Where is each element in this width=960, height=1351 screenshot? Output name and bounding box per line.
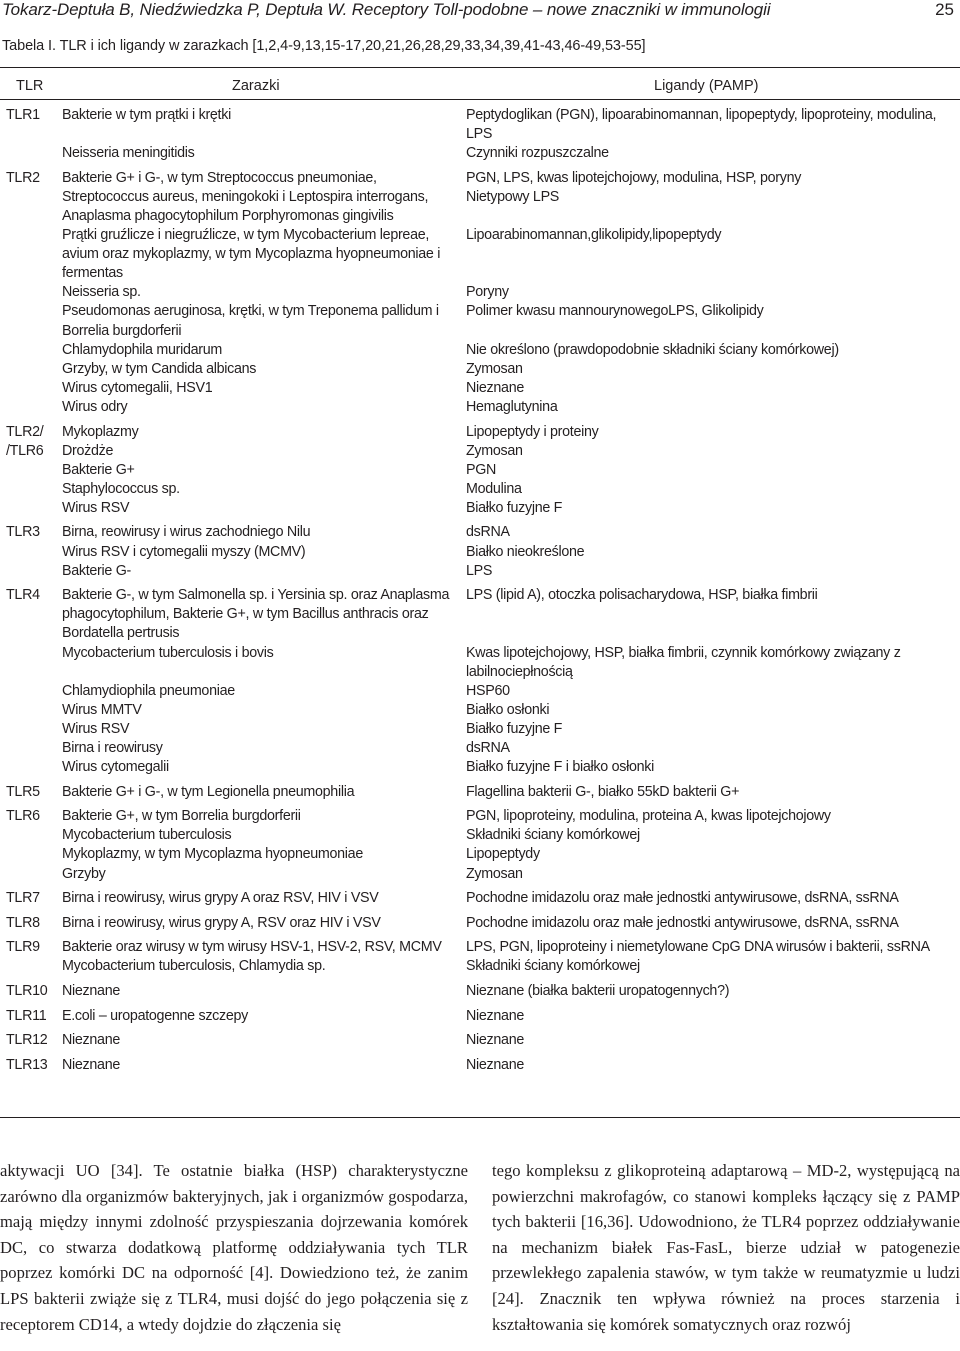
tlr-group [0,106,960,163]
table-row [62,865,960,884]
pathogen-cell: Wirus RSV [62,499,130,516]
ligand-cell: Zymosan [466,865,523,882]
table-row [62,807,960,826]
table-row [62,1031,960,1050]
pathogen-cell: Bakterie G+ [62,461,135,478]
ligand-cell: dsRNA [466,524,510,541]
pathogen-cell: Mykoplazmy [62,423,139,440]
tlr-name: TLR4 [6,587,40,604]
table-row [62,106,960,144]
ligand-cell: PGN [466,461,497,478]
table-row [62,914,960,933]
pathogen-cell: Wirus odry [62,398,128,415]
table-row [62,360,960,379]
tlr-name: TLR2/ /TLR6 [6,423,44,459]
ligand-cell: Pochodne imidazolu oraz małe jednostki antywirusowe, dsRNA, ssRNA [466,890,899,907]
pathogen-cell: Bakterie oraz wirusy w tym wirusy HSV-1, HSV-2, RSV, MCMV [62,939,442,956]
table-row [62,499,960,518]
ligand-cell: Składniki ściany komórkowej [466,827,640,844]
page-number: 25 [935,0,954,19]
tlr-name: TLR11 [6,1007,47,1024]
column-header-pathogens: Zarazki [232,78,280,94]
tlr-name: TLR9 [6,939,40,956]
ligand-cell: Nieznane (białka bakterii uropatogennych?) [466,983,730,1000]
tlr-group [0,169,960,417]
tlr-group [0,586,960,777]
ligand-cell: Peptydoglikan (PGN), lipoarabinomannan, lipopeptydy, lipoproteiny, modulina, LPS [466,107,937,143]
ligand-cell: Nietypowy LPS [466,188,560,205]
pathogen-cell: Staphylococcus sp. [62,480,180,497]
table-body [0,106,960,1080]
tlr-name: TLR1 [6,107,40,123]
tlr-name: TLR6 [6,808,40,825]
ligand-cell: Białko fuzyjne F [466,499,563,516]
pathogen-cell: Bakterie w tym prątki i krętki [62,107,231,123]
body-text-right-column: tego kompleksu z glikoproteiną adaptarową – MD-2, występującą na powierzchni makrofagów, co stanowi kompleks łączący się z PAMP tych bakterii [16,36]. Udowodniono, że TLR4 poprzez oddziaływanie na mechanizm białek Fas-FasL, bierze udział w patogenezie przewlekłego zapalenia stawów, w tym także w reumatyzmie u ludzi [24]. Znacznik ten wpływa również na proces starzenia i kształtowania się komórek somatycznych oraz rozwój [492,1161,960,1334]
pathogen-cell: Chlamydiophila pneumoniae [62,682,235,699]
table-bottom-rule [0,1117,960,1118]
ligand-cell: Nieznane [466,1007,525,1024]
ligand-cell: LPS [466,562,493,579]
ligand-cell: Polimer kwasu mannourynowegoLPS, Glikolipidy [466,303,764,320]
table-row [62,562,960,581]
table-top-rule [0,67,960,68]
table-row [62,739,960,758]
pathogen-cell: Bakterie G+, w tym Borrelia burgdorferii [62,808,301,825]
pathogen-cell: Wirus RSV i cytomegalii myszy (MCMV) [62,543,306,560]
ligand-cell: Nie określono (prawdopodobnie składniki ściany komórkowej) [466,341,839,358]
table-row [62,783,960,802]
ligand-cell: Modulina [466,480,522,497]
table-row [62,982,960,1001]
tlr-name: TLR5 [6,783,40,800]
ligand-cell: HSP60 [466,682,510,699]
pathogen-cell: Prątki gruźlicze i niegruźlicze, w tym Mycobacterium lepreae, avium oraz mykoplazmy, w tym Mycoplazma hyopneumoniae i fermentas [62,227,441,282]
column-header-ligands: Ligandy (PAMP) [654,78,759,94]
pathogen-cell: Chlamydophila muridarum [62,341,222,358]
tlr-name: TLR2 [6,169,40,186]
pathogen-cell: Nieznane [62,1056,121,1073]
pathogen-cell: Pseudomonas aeruginosa, krętki, w tym Treponema pallidum i Borrelia burgdorferii [62,303,439,339]
table-caption: Tabela I. TLR i ich ligandy w zarazkach [1,2,4-9,13,15-17,20,21,26,28,29,33,34,39,41-43,46-49,53-55] [2,38,646,54]
table-header-rule [0,99,960,100]
ligand-cell: LPS, PGN, lipoproteiny i niemetylowane CpG DNA wirusów i bakterii, ssRNA [466,939,930,956]
tlr-group [0,1056,960,1075]
tlr-group [0,914,960,933]
table-row [62,701,960,720]
tlr-group [0,938,960,976]
pathogen-cell: Nieznane [62,1032,121,1049]
tlr-name: TLR3 [6,524,40,541]
running-header [0,0,960,22]
table-row [62,889,960,908]
pathogen-cell: Wirus cytomegalii [62,759,169,776]
table-row [62,826,960,845]
table-row [62,461,960,480]
table-row [62,480,960,499]
ligand-cell: Hemaglutynina [466,398,558,415]
tlr-name: TLR10 [6,983,48,1000]
ligand-cell: Lipopeptydy [466,846,540,863]
table-row [62,845,960,864]
table-row [62,226,960,283]
ligand-cell: Lipopeptydy i proteiny [466,423,599,440]
ligand-cell: LPS (lipid A), otoczka polisacharydowa, HSP, białka fimbrii [466,587,818,604]
ligand-cell: Białko nieokreślone [466,543,585,560]
pathogen-cell: Neisseria meningitidis [62,145,195,162]
table-row [62,379,960,398]
tlr-group [0,807,960,883]
ligand-cell: PGN, lipoproteiny, modulina, proteina A, kwas lipotejchojowy [466,808,831,825]
table-row [62,398,960,417]
pathogen-cell: Birna, reowirusy i wirus zachodniego Nilu [62,524,311,541]
pathogen-cell: Wirus cytomegalii, HSV1 [62,379,213,396]
ligand-cell: Pochodne imidazolu oraz małe jednostki antywirusowe, dsRNA, ssRNA [466,914,899,931]
tlr-group [0,523,960,580]
ligand-cell: Białko fuzyjne F i białko osłonki [466,759,654,776]
pathogen-cell: Birna i reowirusy, wirus grypy A, RSV oraz HIV i VSV [62,914,381,931]
ligand-cell: Lipoarabinomannan,glikolipidy,lipopeptydy [466,227,722,244]
ligand-cell: Zymosan [466,360,523,377]
ligand-cell: Białko fuzyjne F [466,720,563,737]
table-row [62,586,960,643]
ligand-cell: Nieznane [466,1056,525,1073]
pathogen-cell: Grzyby, w tym Candida albicans [62,360,257,377]
body-text-left-column: aktywacji UO [34]. Te ostatnie białka (HSP) charakterystyczne zarówno dla organizmów bakteryjnych, jak i organizmów gospodarza, mają między innymi zdolność przyspieszania dojrzewania komórek DC, co stwarza dodatkową platformę oddziaływania tych TLR poprzez komórki DC na odporność [4]. Dowiedziono też, że zanim LPS bakterii zwiąże się z TLR4, musi dojść do jego połączenia się z receptorem CD14, a wtedy dojdzie do złączenia się [0,1161,468,1334]
ligand-cell: Poryny [466,284,509,301]
column-header-tlr: TLR [16,78,44,94]
pathogen-cell: Mykoplazmy, w tym Mycoplazma hyopneumoniae [62,846,363,863]
ligand-cell: PGN, LPS, kwas lipotejchojowy, modulina, HSP, poryny [466,169,802,186]
table-row [62,302,960,340]
table-row [62,1056,960,1075]
table-row [62,644,960,682]
tlr-group [0,783,960,802]
table-row [62,938,960,957]
tlr-name: TLR8 [6,914,40,931]
table-row [62,144,960,163]
pathogen-cell: Bakterie G-, w tym Salmonella sp. i Yersinia sp. oraz Anaplasma phagocytophilum, Bakterie G+, w tym Bacillus anthracis oraz Bordatella pertrusis [62,587,450,642]
table-row [62,543,960,562]
tlr-group [0,1007,960,1026]
pathogen-cell: Nieznane [62,983,121,1000]
pathogen-cell: Mycobacterium tuberculosis, Chlamydia sp. [62,958,326,975]
tlr-group [0,982,960,1001]
pathogen-cell: Drożdże [62,442,114,459]
tlr-group [0,889,960,908]
tlr-group [0,423,960,518]
ligand-cell: Nieznane [466,1032,525,1049]
tlr-group [0,1031,960,1050]
pathogen-cell: Mycobacterium tuberculosis [62,827,232,844]
tlr-name: TLR12 [6,1032,48,1049]
pathogen-cell: Bakterie G+ i G-, w tym Streptococcus pneumoniae, [62,169,377,186]
pathogen-cell: Bakterie G+ i G-, w tym Legionella pneumophilia [62,783,355,800]
ligand-cell: Białko osłonki [466,701,550,718]
pathogen-cell: Birna i reowirusy [62,740,163,756]
table-row [62,957,960,976]
table-row [62,283,960,302]
ligand-cell: Czynniki rozpuszczalne [466,145,609,162]
table-row [62,341,960,360]
pathogen-cell: Birna i reowirusy, wirus grypy A oraz RSV, HIV i VSV [62,890,379,907]
pathogen-cell: Mycobacterium tuberculosis i bovis [62,644,274,661]
table-row [62,442,960,461]
ligand-cell: Kwas lipotejchojowy, HSP, białka fimbrii, czynnik komórkowy związany z labilnociepłnością [466,644,901,680]
table-row [62,169,960,188]
table-row [62,188,960,226]
table-row [62,1007,960,1026]
tlr-name: TLR7 [6,890,40,907]
table-row [62,423,960,442]
pathogen-cell: Wirus MMTV [62,701,142,718]
pathogen-cell: Neisseria sp. [62,284,141,301]
pathogen-cell: Wirus RSV [62,720,130,737]
ligand-cell: Flagellina bakterii G-, białko 55kD bakterii G+ [466,783,740,800]
pathogen-cell: Grzyby [62,865,106,882]
table-header-row [0,78,960,100]
table-row [62,758,960,777]
table-row [62,720,960,739]
running-title: Tokarz-Deptuła B, Niedźwiedzka P, Deptuła W. Receptory Toll-podobne – nowe znaczniki w immunologii [2,0,771,19]
pathogen-cell: Bakterie G- [62,562,132,579]
table-row [62,523,960,542]
ligand-cell: Nieznane [466,379,525,396]
pathogen-cell: Streptococcus aureus, meningokoki i Leptospira interrogans, Anaplasma phagocytophilum Porphyromonas gingivilis [62,188,429,224]
pathogen-cell: E.coli – uropatogenne szczepy [62,1007,249,1024]
ligand-cell: dsRNA [466,740,510,756]
ligand-cell: Zymosan [466,442,523,459]
ligand-cell: Składniki ściany komórkowej [466,958,640,975]
table-row [62,682,960,701]
tlr-name: TLR13 [6,1056,48,1073]
